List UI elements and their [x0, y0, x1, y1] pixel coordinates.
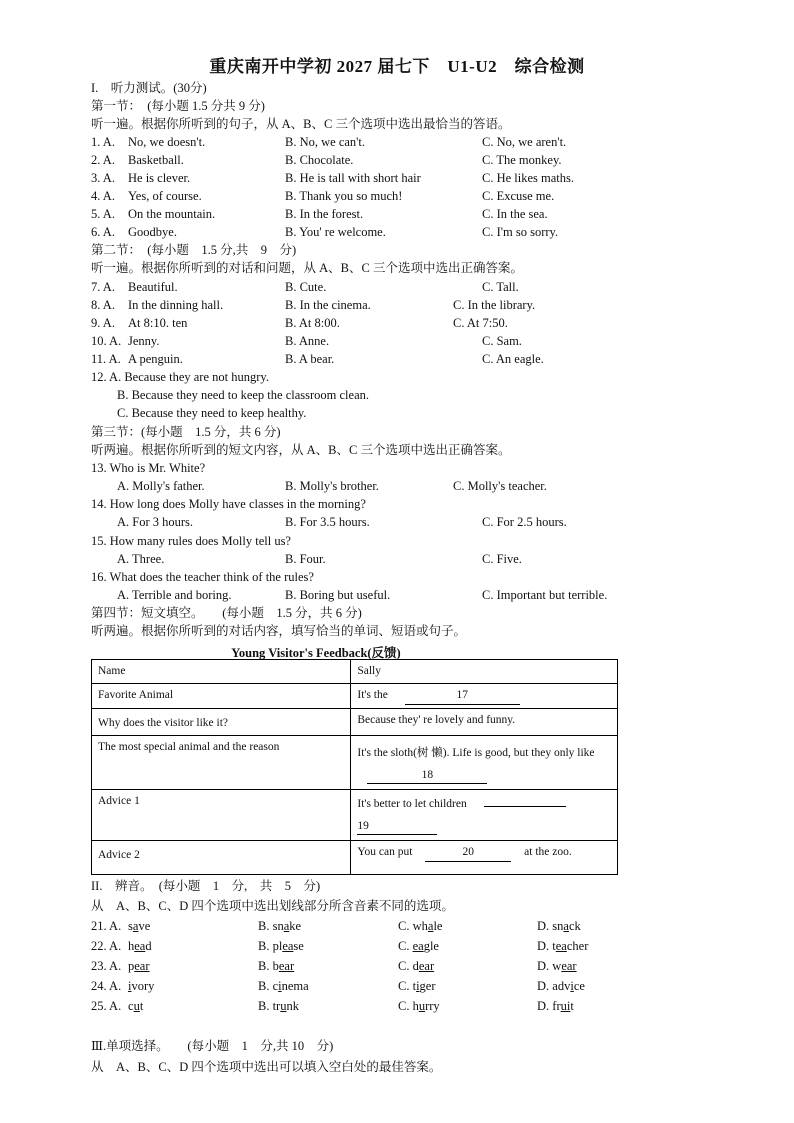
word-part: B. sn: [258, 919, 284, 933]
option-b[interactable]: [258, 978, 309, 994]
underlined-sound: ea: [282, 939, 294, 953]
underlined-sound: i: [278, 979, 282, 993]
answer-blank-20[interactable]: 20: [425, 844, 511, 862]
question-number: 9. A.: [91, 316, 115, 330]
option-b[interactable]: B. Molly's brother.: [285, 479, 379, 493]
option-a[interactable]: A. Molly's father.: [117, 479, 205, 493]
option-c[interactable]: [398, 978, 436, 994]
option-a[interactable]: [128, 938, 152, 954]
option-c[interactable]: C. The monkey.: [482, 153, 562, 167]
sec1-instruction: 听一遍。根据你所听到的句子，从 A、B、C 三个选项中选出最恰当的答语。: [91, 117, 511, 131]
word-part: B. pl: [258, 939, 283, 953]
option-a[interactable]: He is clever.: [128, 171, 191, 185]
option-a[interactable]: In the dinning hall.: [128, 298, 224, 312]
underlined-sound: i: [570, 979, 574, 993]
underlined-sound: u: [133, 999, 140, 1013]
option-b[interactable]: B. Anne.: [285, 334, 330, 348]
underlined-sound: a: [132, 919, 139, 933]
option-c[interactable]: C. Excuse me.: [482, 189, 555, 203]
option-a[interactable]: Beautiful.: [128, 280, 178, 294]
table-cell-label: The most special animal and the reason: [92, 736, 351, 790]
question-number: 24. A.: [91, 979, 122, 993]
table-cell-value: [351, 736, 618, 790]
word-part: cher: [566, 939, 589, 953]
table-cell-label: Why does the visitor like it?: [92, 709, 351, 736]
table-row: [92, 841, 618, 875]
option-c[interactable]: C. Molly's teacher.: [453, 479, 547, 493]
word-part: C.: [398, 939, 413, 953]
word-part: ve: [138, 919, 151, 933]
table-row: [92, 709, 618, 736]
part2-heading: II. 辨音。 (每小题 1 分, 共 5 分): [91, 879, 321, 893]
table-cell-label: Name: [92, 660, 351, 684]
underlined-sound: ear: [418, 959, 435, 973]
option-b[interactable]: [258, 918, 301, 934]
underlined-sound: ear: [134, 959, 150, 973]
question-number: 10. A.: [91, 334, 122, 348]
word-part: C. h: [398, 999, 419, 1013]
answer-blank-18[interactable]: 18: [367, 767, 487, 784]
question-number: 11. A.: [91, 352, 121, 366]
word-part: le: [433, 919, 443, 933]
table-row: [92, 736, 618, 790]
option-b[interactable]: B. Boring but useful.: [285, 588, 391, 602]
feedback-table: [91, 659, 618, 875]
option-c[interactable]: [398, 918, 442, 934]
cell-text: You can put: [357, 846, 413, 858]
question-number: 8. A.: [91, 298, 115, 312]
option-c[interactable]: C. In the library.: [453, 298, 536, 312]
part1-heading: I. 听力测试。(30分): [91, 81, 207, 95]
option-c[interactable]: C. At 7:50.: [453, 316, 508, 330]
underlined-sound: u: [280, 999, 287, 1013]
word-part: gle: [423, 939, 439, 953]
option-c[interactable]: C. He likes maths.: [482, 171, 575, 185]
underlined-sound: ui: [560, 999, 571, 1013]
option-c[interactable]: C. In the sea.: [482, 207, 548, 221]
option-c[interactable]: C. Tall.: [482, 280, 519, 294]
table-cell-label: Favorite Animal: [92, 684, 351, 709]
word-part: t: [139, 999, 144, 1013]
question-number: 22. A.: [91, 939, 122, 953]
option-b[interactable]: B. In the forest.: [285, 207, 364, 221]
word-part: ke: [289, 919, 302, 933]
option-b[interactable]: B. Four.: [285, 552, 326, 566]
option-c[interactable]: C. I'm so sorry.: [482, 225, 559, 239]
cell-text: It's the: [357, 689, 388, 701]
part3-heading: Ⅲ.单项选择。 (每小题 1 分,共 10 分): [91, 1039, 334, 1053]
option-a[interactable]: Yes, of course.: [128, 189, 202, 203]
table-row: [92, 790, 618, 841]
underlined-sound: a: [563, 919, 569, 933]
option-b[interactable]: [258, 958, 294, 974]
underlined-sound: ear: [278, 959, 295, 973]
underlined-sound: ea: [412, 939, 424, 953]
word-part: D. adv: [537, 979, 571, 993]
option-b[interactable]: B. You' re welcome.: [285, 225, 386, 239]
underlined-sound: a: [283, 919, 290, 933]
option-c[interactable]: [398, 998, 440, 1014]
question-number: 23. A.: [91, 959, 122, 973]
word-part: ger: [419, 979, 436, 993]
option-c[interactable]: C. Sam.: [482, 334, 522, 348]
option-a[interactable]: Jenny.: [128, 334, 160, 348]
option-a[interactable]: At 8:10. ten: [128, 316, 188, 330]
word-part: C. wh: [398, 919, 428, 933]
answer-blank-19[interactable]: 19: [357, 818, 437, 835]
option-a[interactable]: [128, 978, 154, 994]
option-d[interactable]: [537, 918, 581, 934]
table-cell-value: [351, 684, 618, 709]
option-b[interactable]: B. For 3.5 hours.: [285, 515, 370, 529]
question-number: 21. A.: [91, 919, 122, 933]
word-part: h: [128, 939, 135, 953]
option-a[interactable]: Goodbye.: [128, 225, 177, 239]
word-part: rry: [425, 999, 440, 1013]
option-b[interactable]: B. He is tall with short hair: [285, 171, 421, 185]
word-part: B. b: [258, 959, 279, 973]
sec2-instruction: 听一遍。根据你所听到的对话和问题，从 A、B、C 三个选项中选出正确答案。: [91, 261, 523, 275]
question-number: 3. A.: [91, 171, 115, 185]
table-row: [92, 660, 618, 684]
option-c[interactable]: C. An eagle.: [482, 352, 544, 366]
question-number: 5. A.: [91, 207, 115, 221]
option-b[interactable]: B. In the cinema.: [285, 298, 371, 312]
question-number: 7. A.: [91, 280, 115, 294]
option-a[interactable]: A. For 3 hours.: [117, 515, 194, 529]
option-b[interactable]: B. At 8:00.: [285, 316, 340, 330]
question-stem: 14. How long does Molly have classes in the morning?: [91, 497, 366, 511]
word-part: p: [128, 959, 135, 973]
option-a[interactable]: A. Three.: [117, 552, 165, 566]
cell-text: It's the sloth(树 懒). Life is good, but they only like: [357, 747, 595, 759]
underlined-sound: ea: [555, 939, 567, 953]
question-number: 2. A.: [91, 153, 115, 167]
word-part: c: [128, 999, 134, 1013]
option-b[interactable]: [258, 938, 304, 954]
question-number: 4. A.: [91, 189, 115, 203]
sec3-instruction: 听两遍。根据你所听到的短文内容，从 A、B、C 三个选项中选出正确答案。: [91, 443, 511, 457]
word-part: d: [145, 939, 152, 953]
question-number: 25. A.: [91, 999, 122, 1013]
option-c[interactable]: C. Five.: [482, 552, 522, 566]
table-row: [92, 684, 618, 709]
sec3-heading: 第三节：(每小题 1.5 分，共 6 分): [91, 425, 281, 439]
option-b[interactable]: B. Thank you so much!: [285, 189, 403, 203]
table-cell-label: Advice 2: [92, 841, 351, 875]
option-a[interactable]: A. Terrible and boring.: [117, 588, 232, 602]
underlined-sound: u: [418, 999, 426, 1013]
underlined-sound: ear: [561, 959, 577, 973]
word-part: vory: [131, 979, 155, 993]
word-part: D. w: [537, 959, 562, 973]
table-cell-value: [351, 841, 618, 875]
option-a[interactable]: Basketball.: [128, 153, 184, 167]
option-b[interactable]: B. Chocolate.: [285, 153, 354, 167]
table-cell-label: Advice 1: [92, 790, 351, 841]
answer-blank-17[interactable]: 17: [405, 687, 520, 705]
option-c[interactable]: C. For 2.5 hours.: [482, 515, 567, 529]
option-a[interactable]: A penguin.: [128, 352, 183, 366]
underlined-sound: ea: [134, 939, 146, 953]
question-stem: 15. How many rules does Molly tell us?: [91, 534, 291, 548]
cell-text: at the zoo.: [524, 846, 572, 858]
option-b[interactable]: B. No, we can't.: [285, 135, 366, 149]
option-d[interactable]: [537, 958, 577, 974]
word-part: nema: [281, 979, 309, 993]
option-a[interactable]: On the mountain.: [128, 207, 216, 221]
option-a[interactable]: [128, 918, 150, 934]
underlined-sound: i: [128, 979, 132, 993]
part3-instruction: 从 A、B、C、D 四个选项中选出可以填入空白处的最佳答案。: [91, 1060, 442, 1074]
sec2-heading: 第二节： (每小题 1.5 分,共 9 分): [91, 243, 297, 257]
q12-option-c: C. Because they need to keep healthy.: [117, 406, 307, 420]
underlined-sound: a: [427, 919, 434, 933]
option-d[interactable]: [537, 998, 574, 1014]
table-cell-value: [351, 790, 618, 841]
option-b[interactable]: B. A bear.: [285, 352, 335, 366]
table-cell-value: [351, 660, 618, 684]
question-stem: 16. What does the teacher think of the rules?: [91, 570, 314, 584]
word-part: D. fr: [537, 999, 561, 1013]
sec1-heading: 第一节： (每小题 1.5 分共 9 分): [91, 99, 265, 113]
option-a[interactable]: [128, 958, 150, 974]
question-number: 1. A.: [91, 135, 115, 149]
word-part: B. c: [258, 979, 279, 993]
underlined-sound: i: [416, 979, 420, 993]
cell-text: Because they' re lovely and funny.: [357, 714, 516, 726]
option-b[interactable]: B. Cute.: [285, 280, 327, 294]
option-d[interactable]: [537, 938, 588, 954]
question-number: 6. A.: [91, 225, 115, 239]
answer-blank-19-a[interactable]: [484, 806, 566, 807]
page-title: 重庆南开中学初 2027 届七下 U1-U2 综合检测: [209, 57, 585, 76]
word-part: D. sn: [537, 919, 564, 933]
cell-text: It's better to let children: [357, 798, 467, 810]
table-cell-value: [351, 709, 618, 736]
q12-option-b: B. Because they need to keep the classroom clean.: [117, 388, 369, 402]
word-part: se: [293, 939, 304, 953]
word-part: D. t: [537, 939, 556, 953]
option-d[interactable]: [537, 978, 585, 994]
part2-instruction: 从 A、B、C、D 四个选项中选出划线部分所含音素不同的选项。: [91, 899, 454, 913]
option-a[interactable]: [128, 998, 143, 1014]
option-c[interactable]: C. No, we aren't.: [482, 135, 567, 149]
word-part: C. t: [398, 979, 417, 993]
question-stem: 13. Who is Mr. White?: [91, 461, 206, 475]
sec4-instruction: 听两遍。根据你所听到的对话内容，填写恰当的单词、短语或句子。: [91, 624, 467, 638]
word-part: ck: [568, 919, 581, 933]
word-part: s: [128, 919, 133, 933]
option-a[interactable]: No, we doesn't.: [128, 135, 206, 149]
word-part: ce: [573, 979, 585, 993]
cell-text: Sally: [357, 665, 381, 677]
feedback-table-title: Young Visitor's Feedback(反馈): [231, 646, 401, 660]
word-part: nk: [286, 999, 299, 1013]
option-b[interactable]: [258, 998, 299, 1014]
sec4-heading: 第四节：短文填空。 (每小题 1.5 分，共 6 分): [91, 606, 362, 620]
word-part: B. tr: [258, 999, 281, 1013]
option-c[interactable]: C. Important but terrible.: [482, 588, 608, 602]
word-part: t: [570, 999, 574, 1013]
option-c[interactable]: [398, 958, 434, 974]
option-c[interactable]: [398, 938, 439, 954]
q12-stem: 12. A. Because they are not hungry.: [91, 370, 269, 384]
word-part: C. d: [398, 959, 419, 973]
